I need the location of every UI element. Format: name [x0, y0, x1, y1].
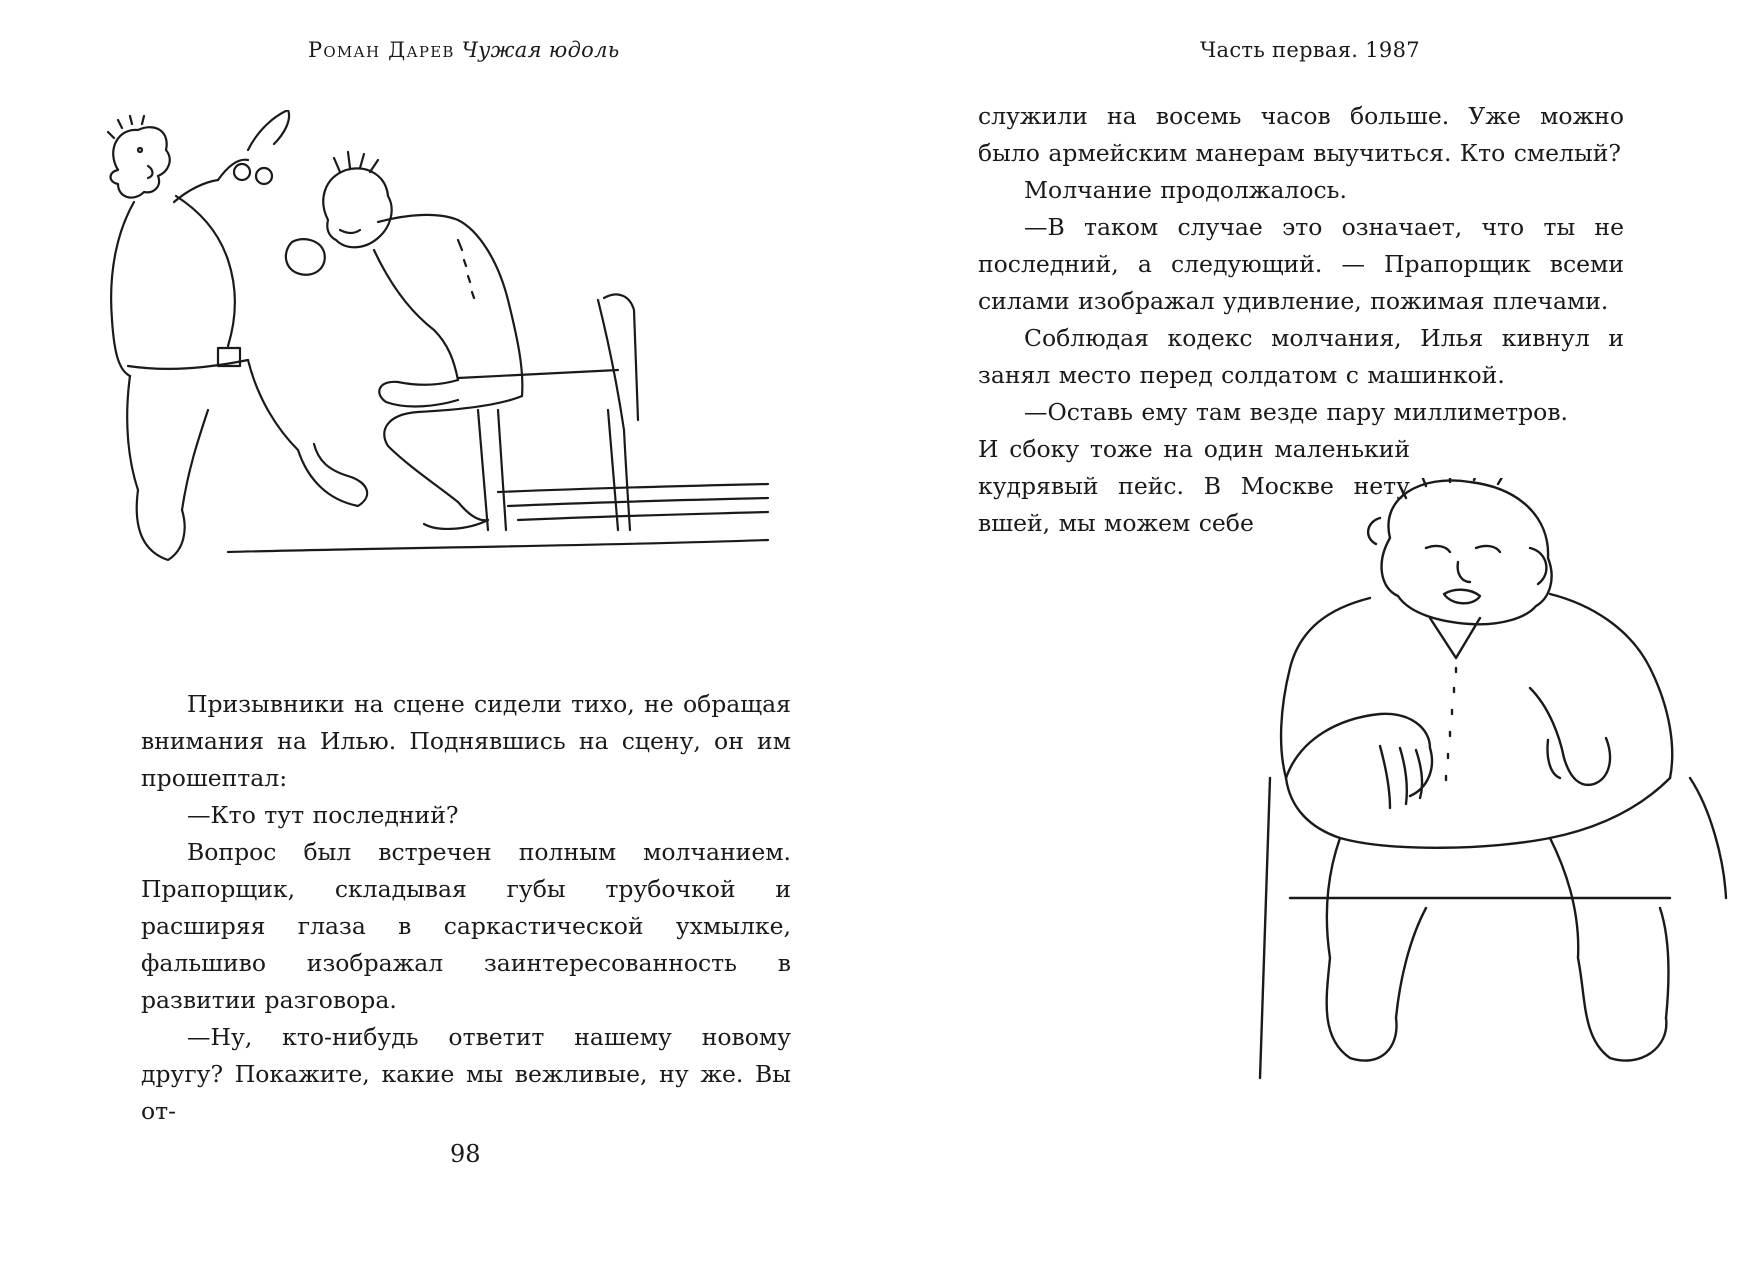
paragraph: —Ну, кто-нибудь ответит нашему новому другу? Покажите, какие мы вежливые, ну же. Вы от-: [141, 1023, 791, 1125]
paragraph: Соблюдая кодекс молчания, Илья кивнул и занял место перед солдатом с машинкой.: [978, 324, 1624, 389]
body-text-left: [141, 686, 791, 1130]
book-author: Роман Дарев: [308, 38, 455, 62]
page-number: 98: [450, 1140, 481, 1168]
paragraph: —Кто тут последний?: [187, 801, 459, 829]
paragraph: Призывники на сцене сидели тихо, не обращая внимания на Илью. Поднявшись на сцену, он им прошептал:: [141, 690, 791, 792]
paragraph: И сбоку тоже на один маленький кудрявый пейс. В Москве нету вшей, мы можем себе: [978, 435, 1410, 537]
paragraph: —Оставь ему там везде пару миллиметров.: [1024, 398, 1569, 426]
seated-soldier-drawing-icon: [1230, 478, 1730, 1118]
right-page: [870, 0, 1741, 1272]
paragraph: служили на восемь часов больше. Уже можно было армейским манерам выучиться. Кто смелый?: [978, 102, 1624, 167]
running-head-right: Часть первая. 1987: [1200, 38, 1420, 62]
left-page: [0, 0, 870, 1272]
paragraph: Молчание продолжалось.: [1024, 176, 1347, 204]
paragraph: Вопрос был встречен полным молчанием. Прапорщик, складывая губы трубочкой и расширяя глаза в саркастической ухмылке, фальшиво изображал заинтересованность в развитии разговора.: [141, 838, 791, 1014]
body-text-right: [978, 98, 1624, 542]
haircut-scene-drawing-icon: [78, 110, 848, 670]
running-head-left: [308, 38, 620, 62]
book-title: Чужая юдоль: [461, 38, 620, 62]
paragraph: —В таком случае это означает, что ты не последний, а следующий. — Прапорщик всеми силами изображал удивление, пожимая плечами.: [978, 213, 1624, 315]
